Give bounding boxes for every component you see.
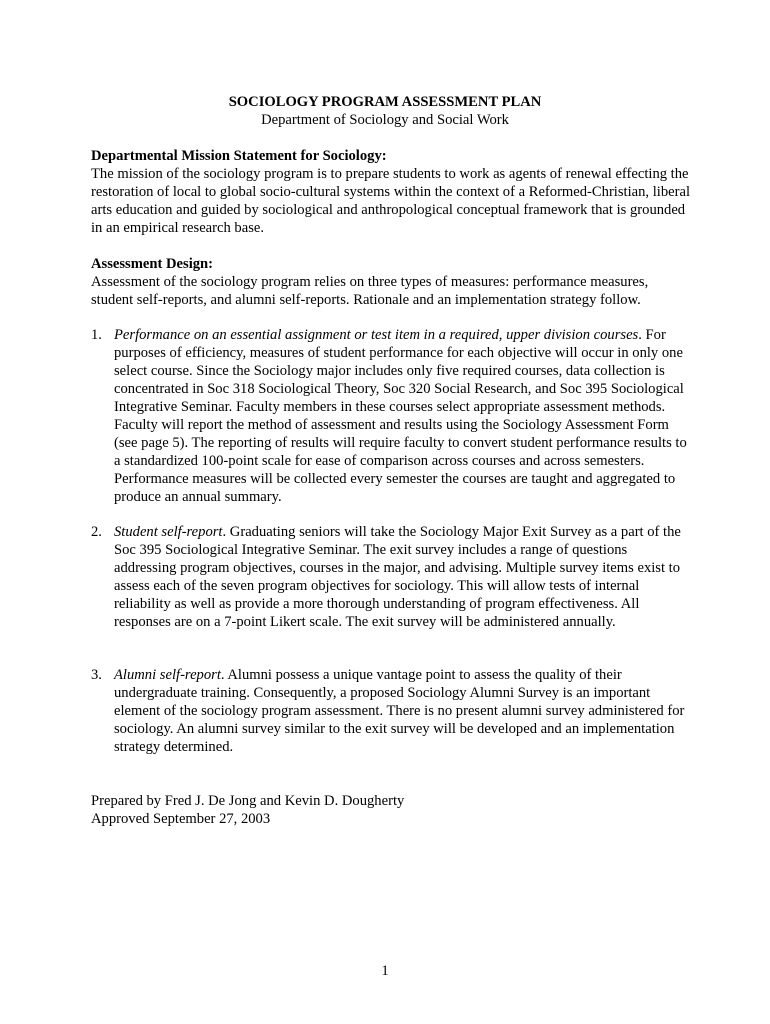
mission-section: [91, 147, 691, 237]
list-item-lead: Student self-report: [114, 524, 223, 540]
list-item-lead: Performance on an essential assignment or test item in a required, upper division courses: [114, 327, 639, 343]
page-number: 1: [381, 963, 389, 979]
list-item-body: [114, 523, 691, 631]
approved-date: Approved September 27, 2003: [91, 811, 271, 827]
list-item-body: [114, 666, 691, 756]
design-text: Assessment of the sociology program relies on three types of measures: performance measures, student self-reports, and alumni self-reports. Rationale and an implementation strategy follow.: [91, 274, 649, 308]
list-item: [91, 666, 691, 756]
list-item: [91, 523, 691, 631]
list-item-text: . Graduating seniors will take the Sociology Major Exit Survey as a part of the Soc 395 Sociological Integrative Seminar. The exit survey includes a range of questions addressing program objectives, courses in the major, and advising. Multiple survey items exist to assess each of the seven program objectives for sociology. This will allow tests of internal reliability as well as provide a more thorough understanding of program effectiveness. All responses are on a 7-point Likert scale. The exit survey will be administered annually.: [114, 524, 681, 630]
design-section: [91, 255, 691, 309]
mission-heading: Departmental Mission Statement for Sociology:: [91, 148, 387, 164]
list-item-text: . For purposes of efficiency, measures of student performance for each objective will occur in only one select course. Since the Sociology major includes only five required courses, data collection is concentrated in Soc 318 Sociological Theory, Soc 320 Social Research, and Soc 395 Sociological Integrative Seminar. Faculty members in these courses select appropriate assessment methods. Faculty will report the method of assessment and results using the Sociology Assessment Form (see page 5). The reporting of results will require faculty to convert student performance results to a standardized 100-point scale for ease of comparison across courses and across semesters. Performance measures will be collected every semester the courses are taught and aggregated to produce an annual summary.: [114, 327, 687, 505]
list-item-lead: Alumni self-report: [114, 667, 221, 683]
list-item-number: 1.: [91, 327, 102, 343]
list-item-number: 3.: [91, 667, 102, 683]
signoff-section: [91, 792, 691, 828]
prepared-by: Prepared by Fred J. De Jong and Kevin D. Dougherty: [91, 793, 405, 809]
design-heading: Assessment Design:: [91, 256, 214, 272]
list-item: [91, 326, 691, 506]
document-subtitle: Department of Sociology and Social Work: [261, 112, 509, 128]
list-item-text: . Alumni possess a unique vantage point to assess the quality of their undergraduate training. Consequently, a proposed Sociology Alumni Survey is an important element of the sociology program assessment. There is no present alumni survey administered for sociology. An alumni survey similar to the exit survey will be developed and an implementation strategy determined.: [114, 667, 685, 755]
mission-text: The mission of the sociology program is to prepare students to work as agents of renewal effecting the restoration of local to global socio-cultural systems within the context of a Reformed-Christian, liberal arts education and guided by sociological and anthropological conceptual framework that is grounded in an empirical research base.: [91, 166, 690, 236]
list-item-number: 2.: [91, 524, 102, 540]
list-item-body: [114, 326, 691, 506]
document-title: SOCIOLOGY PROGRAM ASSESSMENT PLAN: [228, 94, 542, 110]
